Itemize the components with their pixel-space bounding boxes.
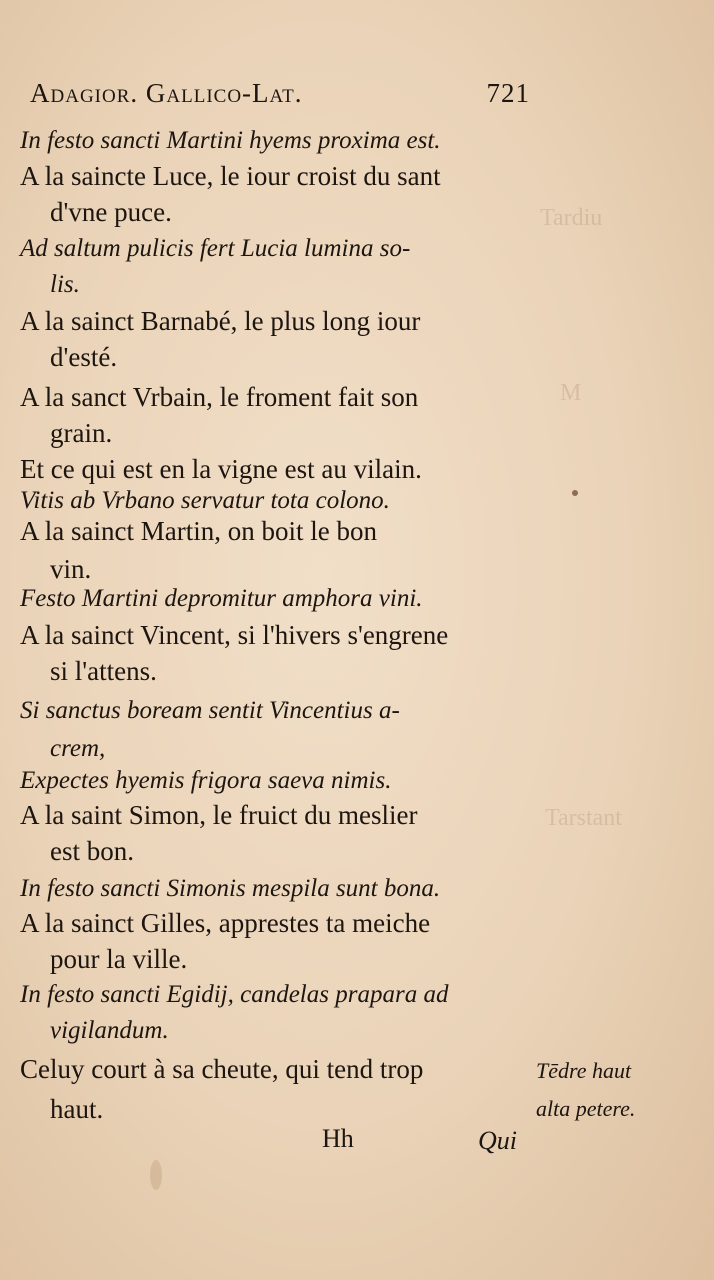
latin-line: vigilandum. (50, 1017, 169, 1044)
margin-note-line-1: Tēdre haut (536, 1058, 632, 1083)
latin-line: lis. (50, 271, 80, 298)
show-through-text: Tarstant (545, 805, 622, 831)
ink-stain (150, 1160, 162, 1190)
french-line: A la sainct Gilles, apprestes ta meiche (20, 908, 431, 938)
french-line: A la sainct Vincent, si l'hivers s'engrene (20, 620, 449, 650)
margin-note-line-2: alta petere. (536, 1096, 636, 1121)
latin-line: Vitis ab Vrbano servatur tota colono. (20, 487, 390, 514)
french-line: vin. (50, 554, 92, 584)
french-line: est bon. (50, 836, 134, 866)
catchword: Qui (478, 1126, 517, 1155)
french-line: d'vne puce. (50, 197, 172, 227)
latin-line: crem, (50, 735, 106, 762)
show-through-text: Tardiu (540, 205, 603, 231)
ink-spot (572, 490, 578, 496)
french-line: haut. (50, 1094, 104, 1124)
latin-line: In festo sancti Simonis mespila sunt bona. (20, 875, 441, 902)
french-line: Celuy court à sa cheute, qui tend trop (20, 1054, 424, 1084)
french-line: A la saint Simon, le fruict du meslier (20, 800, 418, 830)
header-title: Adagior. Gallico-Lat. (30, 78, 303, 108)
french-line: Et ce qui est en la vigne est au vilain. (20, 454, 422, 484)
running-header (30, 78, 530, 109)
french-line: pour la ville. (50, 944, 188, 974)
french-line: si l'attens. (50, 656, 157, 686)
french-line: A la sainct Barnabé, le plus long iour (20, 306, 421, 336)
latin-line: Expectes hyemis frigora saeva nimis. (20, 767, 392, 794)
latin-line: Festo Martini depromitur amphora vini. (20, 585, 423, 612)
latin-line: In festo sancti Egidij, candelas prapara ad (20, 981, 449, 1008)
french-line: A la sainct Martin, on boit le bon (20, 516, 377, 546)
latin-line: In festo sancti Martini hyems proxima est. (20, 127, 441, 154)
latin-line: Ad saltum pulicis fert Lucia lumina so- (20, 235, 411, 262)
french-line: A la sanct Vrbain, le froment fait son (20, 382, 419, 412)
french-line: A la saincte Luce, le iour croist du sant (20, 161, 441, 191)
french-line: grain. (50, 418, 113, 448)
latin-line: Si sanctus boream sentit Vincentius a- (20, 697, 400, 724)
page-number: 721 (486, 78, 530, 108)
show-through-text: M (560, 380, 582, 406)
french-line: d'esté. (50, 342, 118, 372)
signature-mark: Hh (322, 1124, 354, 1153)
